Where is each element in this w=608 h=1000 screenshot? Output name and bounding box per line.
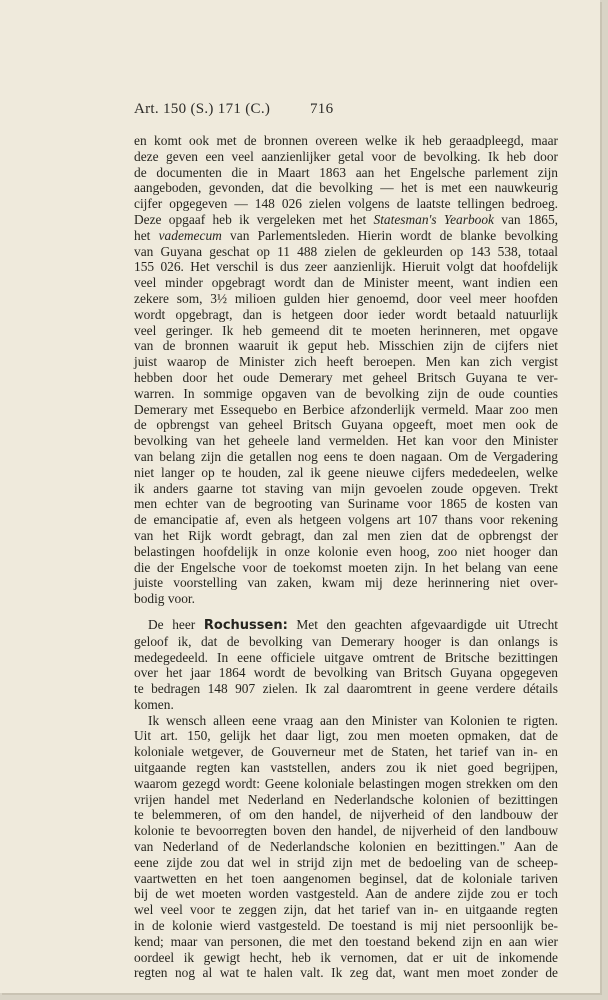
paragraph-1-line: de documenten die in Maart 1863 aan het Engelsche parlement zijn <box>134 164 558 180</box>
page-number: 716 <box>310 101 334 117</box>
paragraph-3-line: vrijen handel met Nederland en Nederlandsche kolonien of bezittingen <box>134 791 558 807</box>
paragraph-3-line: bij de wet moeten worden vastgesteld. Aan de andere zijde zou er toch <box>134 886 558 902</box>
paragraph-1-line: cijfer opgegeven — 148 026 zielen volgens de laatste tellingen bedroeg. <box>134 196 558 212</box>
paragraph-3-line: waarom gezegd wordt: Geene koloniale belastingen mogen strekken om den <box>134 775 558 791</box>
paragraph-1-line: Deze opgaaf heb ik vergeleken met het Statesman's Yearbook van 1865, <box>134 211 558 227</box>
paragraph-3-line: kend; maar van personen, die met den toestand bekend zijn en aan wier <box>134 933 558 949</box>
paragraph-1-line: deze geven een veel aanzienlijker getal voor de bevolking. Ik heb door <box>134 148 558 164</box>
paragraph-1 <box>134 133 558 607</box>
paragraph-1-line: van de bronnen waaruit ik geput heb. Misschien zijn de cijfers niet <box>134 338 558 354</box>
paragraph-2-line: over het jaar 1864 wordt de bevolking van Britsch Guyana opgegeven <box>134 665 558 681</box>
paragraph-1-line: men echter van de begrooting van Suriname voor 1865 de kosten van <box>134 496 558 512</box>
paragraph-3-line: wel veel voor te zeggen zijn, dat het tarief van in- en uitgaande regten <box>134 902 558 918</box>
article-reference: Art. 150 (S.) 171 (C.) <box>134 101 271 117</box>
paragraph-1-line: wordt opgebragt, dan is hetgeen door ieder wordt betaald natuurlijk <box>134 306 558 322</box>
paragraph-1-line: van Guyana geschat op 11 488 zielen de gekleurden op 143 538, totaal <box>134 243 558 259</box>
paragraph-1-line: veel minder opgebragt wordt dan de Minister meent, want indien een <box>134 275 558 291</box>
paragraph-3-line: uitgaande regten kan vaststellen, anders zou ik niet goed begrijpen, <box>134 760 558 776</box>
paragraph-1-line: aangeboden, gevonden, dat die bevolking — het is met een nauwkeurig <box>134 180 558 196</box>
paragraph-1-line: veel geringer. Ik heb gemeend dit te moeten herinneren, met opgave <box>134 322 558 338</box>
paragraph-1-line: ik anders gaarne tot staving van mijn gevoelen zoude opgeven. Trekt <box>134 480 558 496</box>
paragraph-3-line: eene zijde zou dat wel in strijd zijn met de bedoeling van de scheep- <box>134 854 558 870</box>
paragraph-3-line: kolonie te bevoorregten boven den handel, de nijverheid of den landbouw <box>134 823 558 839</box>
paragraph-1-line: en komt ook met de bronnen overeen welke ik heb geraadpleegd, maar <box>134 133 558 148</box>
paragraph-2-first-line <box>134 617 558 634</box>
paragraph-1-line: juiste voorstelling van zaken, kwam mij deze herinnering niet over- <box>134 575 558 591</box>
paragraph-1-line: van het Rijk wordt gebragt, dan zal men zien dat de opbrengst der <box>134 527 558 543</box>
paragraph-1-line: de emancipatie af, even als hetgeen volgens art 107 thans voor rekening <box>134 512 558 528</box>
body-text <box>134 133 558 981</box>
paragraph-3-line: regten nog al wat te halen valt. Ik zeg dat, want men moet zonder de <box>134 965 558 981</box>
paragraph-3-line: in de kolonie wierd vastgesteld. De toestand is mij niet persoonlijk be- <box>134 918 558 934</box>
paragraph-3-line: oordeel ik gewigt hecht, heb ik vernomen, dat er uit de inkomende <box>134 949 558 965</box>
speaker-line-rest: Met den geachten afgevaardigde uit Utrecht <box>296 616 558 632</box>
paragraph-1-line: bevolking van het geheele land vermelden. Het kan voor den Minister <box>134 433 558 449</box>
paragraph-3-line: vaartwetten en het toen aangenomen beginsel, dat de koloniale tariven <box>134 870 558 886</box>
paragraph-3-line: te belemmeren, of om den handel, de nijverheid of den landbouw der <box>134 807 558 823</box>
paragraph-3-line: Ik wensch alleen eene vraag aan den Minister van Kolonien te rigten. <box>148 712 558 728</box>
speaker-intro: De heer <box>148 616 196 632</box>
paragraph-1-line: niet langer op te houden, zal ik geene nieuwe cijfers mededeelen, welke <box>134 464 558 480</box>
paragraph-1-line: Demerary met Essequebo en Berbice afzonderlijk vermeld. Maar zoo men <box>134 401 558 417</box>
paragraph-1-line: zekere som, 3½ milioen gulden hier genoemd, door veel meer hoofden <box>134 290 558 306</box>
paragraph-1-line: warren. In sommige opgaven van de bevolking zijn de oude counties <box>134 385 558 401</box>
paragraph-1-line: bodig voor. <box>134 591 196 607</box>
paragraph-1-line: van belang zijn die getallen nog eens te doen nagaan. Om de Vergadering <box>134 448 558 464</box>
paragraph-3-line: Uit art. 150, gelijk het daar ligt, zou men moeten opmaken, dat de <box>134 728 558 744</box>
paragraph-1-line: die der Engelsche voor de toekomst moeten zijn. In het belang van eene <box>134 559 558 575</box>
paragraph-3-line: van Nederland of de Nederlandsche kolonien en bezittingen." Aan de <box>134 839 558 855</box>
paragraph-3 <box>134 713 558 982</box>
paragraph-1-line: de opbrengst van geheel Britsch Guyana opgeeft, moet men ook de <box>134 417 558 433</box>
paragraph-1-line: juist waarop de Minister zich heeft beroepen. Men kan zich vergist <box>134 354 558 370</box>
paragraph-3-line: koloniale wetgever, de Gouverneur met de Staten, het tarief van in- en <box>134 744 558 760</box>
paragraph-2-line: komen. <box>134 696 174 712</box>
paragraph-1-line: hebben door het oude Demerary met geheel Britsch Guyana te ver- <box>134 369 558 385</box>
paragraph-2 <box>134 617 558 713</box>
speaker-name: Rochussen: <box>203 617 288 633</box>
paragraph-1-line: het vademecum van Parlementsleden. Hierin wordt de blanke bevolking <box>134 227 558 243</box>
paragraph-2-line: te bedragen 148 907 zielen. Ik zal daaromtrent in geene verdere détails <box>134 681 558 697</box>
paragraph-1-line: belastingen hoofdelijk in onze kolonie even hoog, zoo niet hooger dan <box>134 543 558 559</box>
paragraph-2-line: geloof ik, dat de bevolking van Demerary hooger is dan onlangs is <box>134 633 558 649</box>
paragraph-2-line: medegedeeld. In eene officiele uitgave omtrent de Britsche bezittingen <box>134 649 558 665</box>
running-header <box>134 101 558 118</box>
paragraph-1-line: 155 026. Het verschil is dus zeer aanzienlijk. Hieruit volgt dat hoofdelijk <box>134 259 558 275</box>
